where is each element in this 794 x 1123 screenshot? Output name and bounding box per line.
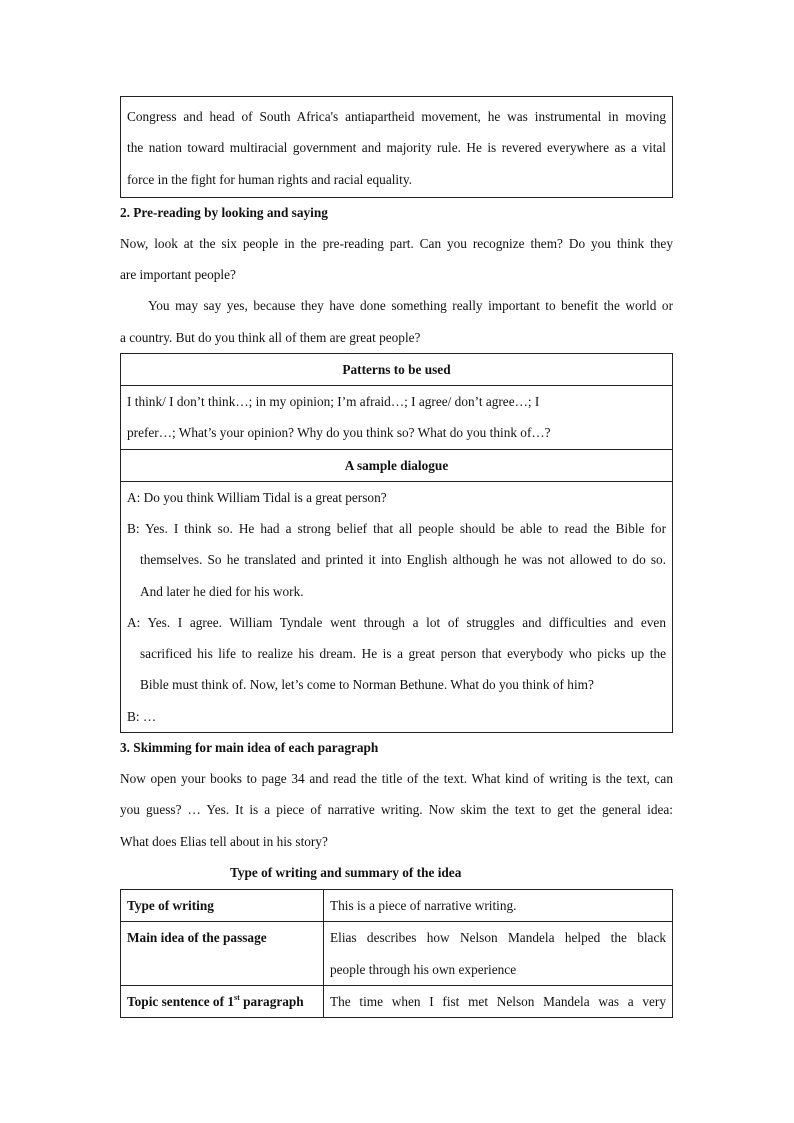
document-page <box>120 96 673 1018</box>
paragraph-line: What does Elias tell about in his story? <box>120 833 328 849</box>
dialogue-line: And later he died for his work. <box>140 583 304 599</box>
paragraph-line: You may say yes, because they have done something really important to benefit the world or <box>148 298 673 314</box>
summary-table <box>120 889 673 1018</box>
text-line: Congress and head of South Africa's antiapartheid movement, he was instrumental in moving <box>127 109 666 124</box>
dialogue-line: themselves. So he translated and printed it into English although he was not allowed to do so. <box>140 552 666 568</box>
dialogue-line: Bible must think of. Now, let’s come to Norman Bethune. What do you think of him? <box>140 677 594 693</box>
text-line: force in the fight for human rights and racial equality. <box>127 171 412 187</box>
patterns-table <box>120 353 673 733</box>
row-label <box>121 922 324 986</box>
dialogue-line <box>127 607 666 638</box>
value-text: people through his own experience <box>330 961 517 977</box>
row-label <box>121 985 324 1017</box>
label-part: Topic sentence of 1 <box>127 993 234 1009</box>
dialogue-text: Yes. I agree. William Tyndale went through a lot of struggles and difficulties and even <box>147 614 666 630</box>
intro-text-box <box>120 96 673 198</box>
row-value <box>324 889 673 921</box>
paragraph-line: Now open your books to page 34 and read the title of the text. What kind of writing is the text, can <box>120 771 673 787</box>
dialogue-text: Do you think William Tidal is a great person? <box>143 489 387 505</box>
patterns-header: Patterns to be used <box>121 354 673 386</box>
superscript: st <box>234 992 240 1002</box>
paragraph-line: you guess? … Yes. It is a piece of narrative writing. Now skim the text to get the general idea: <box>120 802 673 818</box>
paragraph-line: are important people? <box>120 267 236 283</box>
dialogue-line: sacrificed his life to realize his dream. He is a great person that everybody who picks up the <box>140 646 666 662</box>
row-label <box>121 889 324 921</box>
speaker-label: B: <box>127 708 140 724</box>
speaker-label: A: <box>127 489 141 505</box>
dialogue-line <box>127 482 666 513</box>
paragraph-line: Now, look at the six people in the pre-reading part. Can you recognize them? Do you think they <box>120 235 673 251</box>
row-value <box>324 985 673 1017</box>
dialogue-cell <box>121 481 673 732</box>
dialogue-text: Yes. I think so. He had a strong belief that all people should be able to read the Bible for <box>145 520 666 536</box>
table-caption: Type of writing and summary of the idea <box>230 864 462 880</box>
label-text: Main idea of the passage <box>127 930 267 946</box>
pattern-line: I think/ I don’t think…; in my opinion; I’m afraid…; I agree/ don’t agree…; I <box>127 394 540 410</box>
speaker-label: B: <box>127 520 140 536</box>
dialogue-line <box>127 513 666 544</box>
label-part: paragraph <box>239 993 304 1009</box>
pattern-line: prefer…; What’s your opinion? Why do you think so? What do you think of…? <box>127 425 551 441</box>
dialogue-header: A sample dialogue <box>121 449 673 481</box>
section-heading-skimming: 3. Skimming for main idea of each paragraph <box>120 740 379 756</box>
dialogue-line <box>127 701 666 732</box>
section-heading-prereading: 2. Pre-reading by looking and saying <box>120 204 328 220</box>
label-text: Type of writing <box>127 897 214 913</box>
value-text: Elias describes how Nelson Mandela helped the black <box>330 930 666 946</box>
speaker-label: A: <box>127 614 141 630</box>
value-text: The time when I fist met Nelson Mandela was a very <box>330 993 666 1009</box>
label-text <box>127 986 317 1017</box>
paragraph-line: a country. But do you think all of them are great people? <box>120 329 421 345</box>
patterns-cell <box>121 386 673 450</box>
dialogue-text: … <box>142 708 157 724</box>
row-value <box>324 922 673 986</box>
value-text: This is a piece of narrative writing. <box>330 897 517 913</box>
text-line: the nation toward multiracial government and majority rule. He is revered everywhere as a vital <box>127 140 666 156</box>
